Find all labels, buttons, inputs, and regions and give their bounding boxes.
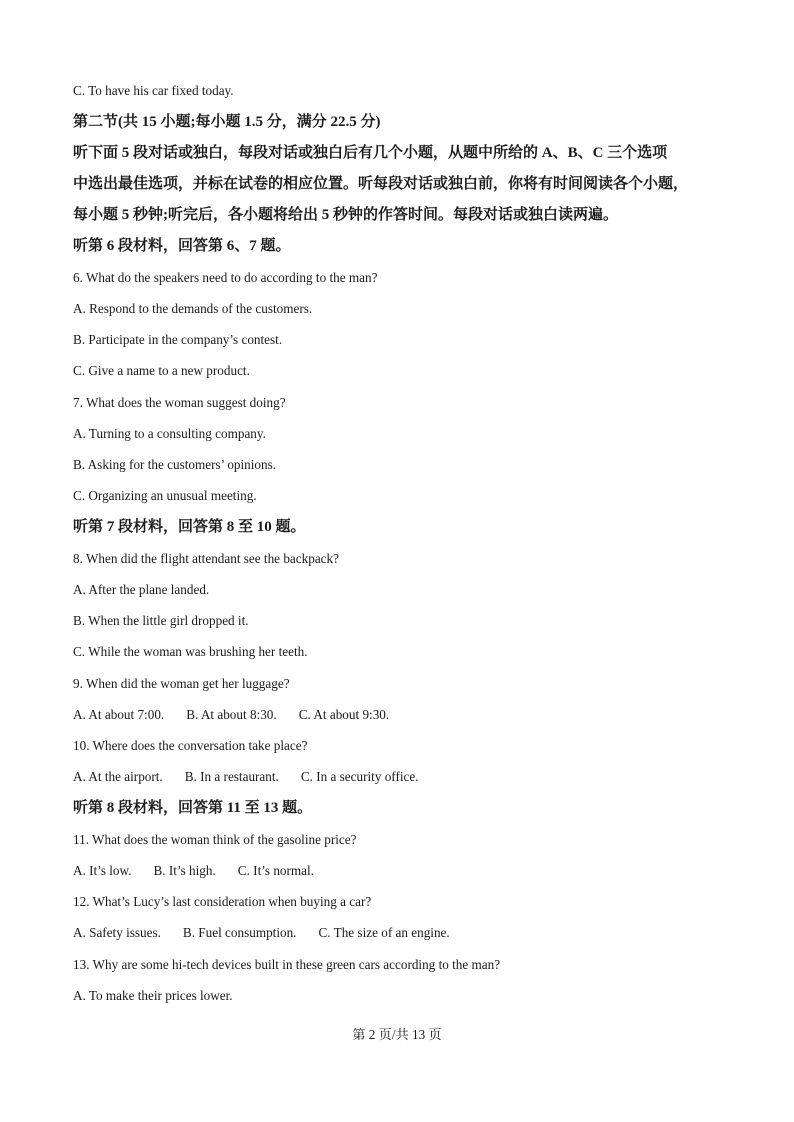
q9-option-b: B. At about 8:30. (186, 707, 277, 722)
q12-option-a: A. Safety issues. (73, 925, 161, 940)
q10-option-a: A. At the airport. (73, 769, 163, 784)
q6-option-a: A. Respond to the demands of the customers. (73, 301, 313, 316)
q8-option-b: B. When the little girl dropped it. (73, 613, 249, 628)
q11-option-b: B. It’s high. (153, 863, 216, 878)
instructions-line-1: 听下面 5 段对话或独白，每段对话或独白后有几个小题，从题中所给的 A、B、C 三个选项 (73, 145, 668, 161)
instructions-line-2: 中选出最佳选项，并标在试卷的相应位置。听每段对话或独白前，你将有时间阅读各个小题， (73, 176, 689, 192)
q8-option-c: C. While the woman was brushing her teeth. (73, 644, 308, 659)
q13-option-a: A. To make their prices lower. (73, 988, 233, 1003)
material8-heading: 听第 8 段材料，回答第 11 至 13 题。 (73, 800, 313, 816)
q6-option-b: B. Participate in the company’s contest. (73, 332, 283, 347)
q8-option-a: A. After the plane landed. (73, 582, 210, 597)
q12-option-b: B. Fuel consumption. (182, 925, 297, 940)
q5-option-c: C. To have his car fixed today. (73, 83, 234, 98)
question-8: 8. When did the flight attendant see the backpack? (73, 551, 339, 566)
q10-option-c: C. In a security office. (300, 769, 419, 784)
question-11: 11. What does the woman think of the gasoline price? (73, 832, 357, 847)
question-7: 7. What does the woman suggest doing? (73, 395, 286, 410)
q9-options (73, 706, 389, 724)
q6-option-c: C. Give a name to a new product. (73, 363, 250, 378)
q9-option-c: C. At about 9:30. (298, 707, 390, 722)
q7-option-c: C. Organizing an unusual meeting. (73, 488, 257, 503)
material6-heading: 听第 6 段材料，回答第 6、7 题。 (73, 238, 291, 254)
section2-heading: 第二节(共 15 小题;每小题 1.5 分，满分 22.5 分) (73, 114, 381, 130)
q11-option-a: A. It’s low. (73, 863, 132, 878)
q10-option-b: B. In a restaurant. (184, 769, 279, 784)
question-6: 6. What do the speakers need to do according to the man? (73, 270, 378, 285)
q10-options (73, 768, 419, 786)
q12-options (73, 924, 450, 942)
q7-option-a: A. Turning to a consulting company. (73, 426, 266, 441)
page-footer: 第 2 页/共 13 页 (352, 1027, 442, 1042)
instructions-line-3: 每小题 5 秒钟;听完后，各小题将给出 5 秒钟的作答时间。每段对话或独白读两遍。 (73, 207, 618, 223)
question-13: 13. Why are some hi-tech devices built in these green cars according to the man? (73, 957, 501, 972)
question-9: 9. When did the woman get her luggage? (73, 676, 290, 691)
question-10: 10. Where does the conversation take place? (73, 738, 308, 753)
material7-heading: 听第 7 段材料，回答第 8 至 10 题。 (73, 519, 306, 535)
q7-option-b: B. Asking for the customers’ opinions. (73, 457, 277, 472)
q9-option-a: A. At about 7:00. (73, 707, 165, 722)
q11-options (73, 862, 314, 880)
question-12: 12. What’s Lucy’s last consideration when buying a car? (73, 894, 372, 909)
q11-option-c: C. It’s normal. (237, 863, 314, 878)
q12-option-c: C. The size of an engine. (318, 925, 450, 940)
